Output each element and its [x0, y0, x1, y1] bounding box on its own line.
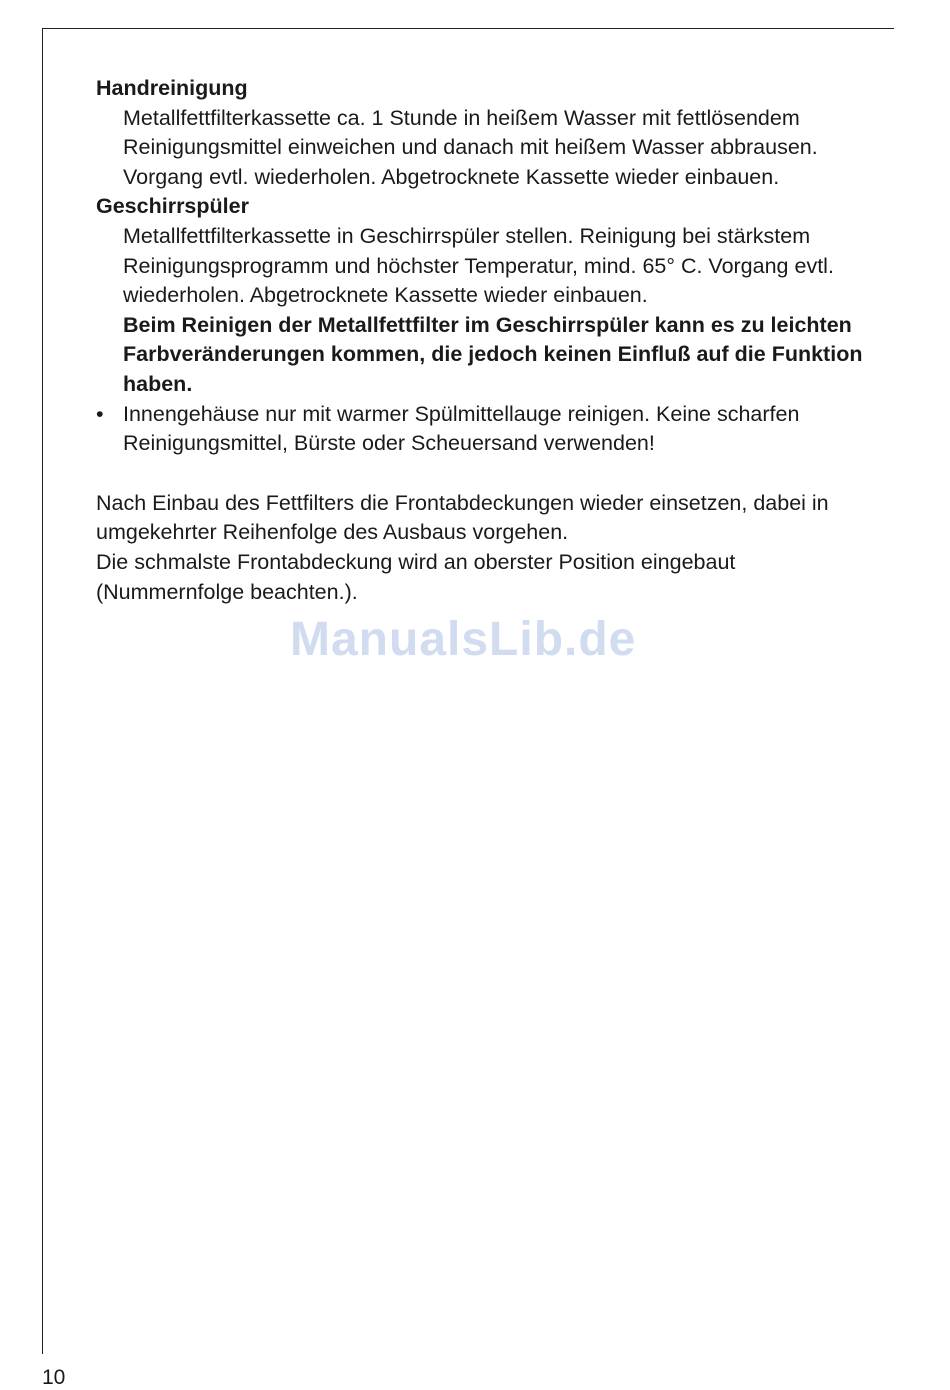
bullet-text: Innengehäuse nur mit warmer Spülmittellauge reinigen. Keine scharfen Reinigungsmittel, Bürste oder Scheuersand verwenden! [123, 401, 800, 456]
heading-handreinigung: Handreinigung [96, 76, 248, 100]
handreinigung-text: Metallfettfilterkassette ca. 1 Stunde in heißem Wasser mit fettlösendem Reinigungsmittel einweichen und danach mit heißem Wasser abbrausen. Vorgang evtl. wiederholen. Abgetrocknete Kassette wieder einbauen. [123, 105, 818, 189]
page-number: 10 [42, 1366, 66, 1389]
closing-paragraph [96, 489, 886, 607]
page-frame-top-rule [42, 28, 894, 29]
heading-geschirrspueler: Geschirrspüler [96, 194, 249, 219]
closing-line-1: Nach Einbau des Fettfilters die Frontabdeckungen wieder einsetzen, dabei in umgekehrter Reihenfolge des Ausbaus vorgehen. [96, 490, 829, 545]
geschirrspueler-warning: Beim Reinigen der Metallfettfilter im Geschirrspüler kann es zu leichten Farbveränderungen kommen, die jedoch keinen Einfluß auf die Funktion haben. [123, 312, 863, 396]
geschirrspueler-text: Metallfettfilterkassette in Geschirrspüler stellen. Reinigung bei stärkstem Reinigungsprogramm und höchster Temperatur, mind. 65° C. Vorgang evtl. wiederholen. Abgetrocknete Kassette wieder einbauen. [123, 223, 834, 308]
watermark: ManualsLib.de [290, 613, 637, 666]
bullet-marker: • [96, 401, 104, 426]
bullet-item-innengehaeuse [96, 400, 886, 459]
page-content [96, 74, 886, 607]
closing-line-2: Die schmalste Frontabdeckung wird an oberster Position eingebaut (Nummernfolge beachten.). [96, 549, 736, 604]
page-frame-left-rule [42, 28, 43, 1354]
